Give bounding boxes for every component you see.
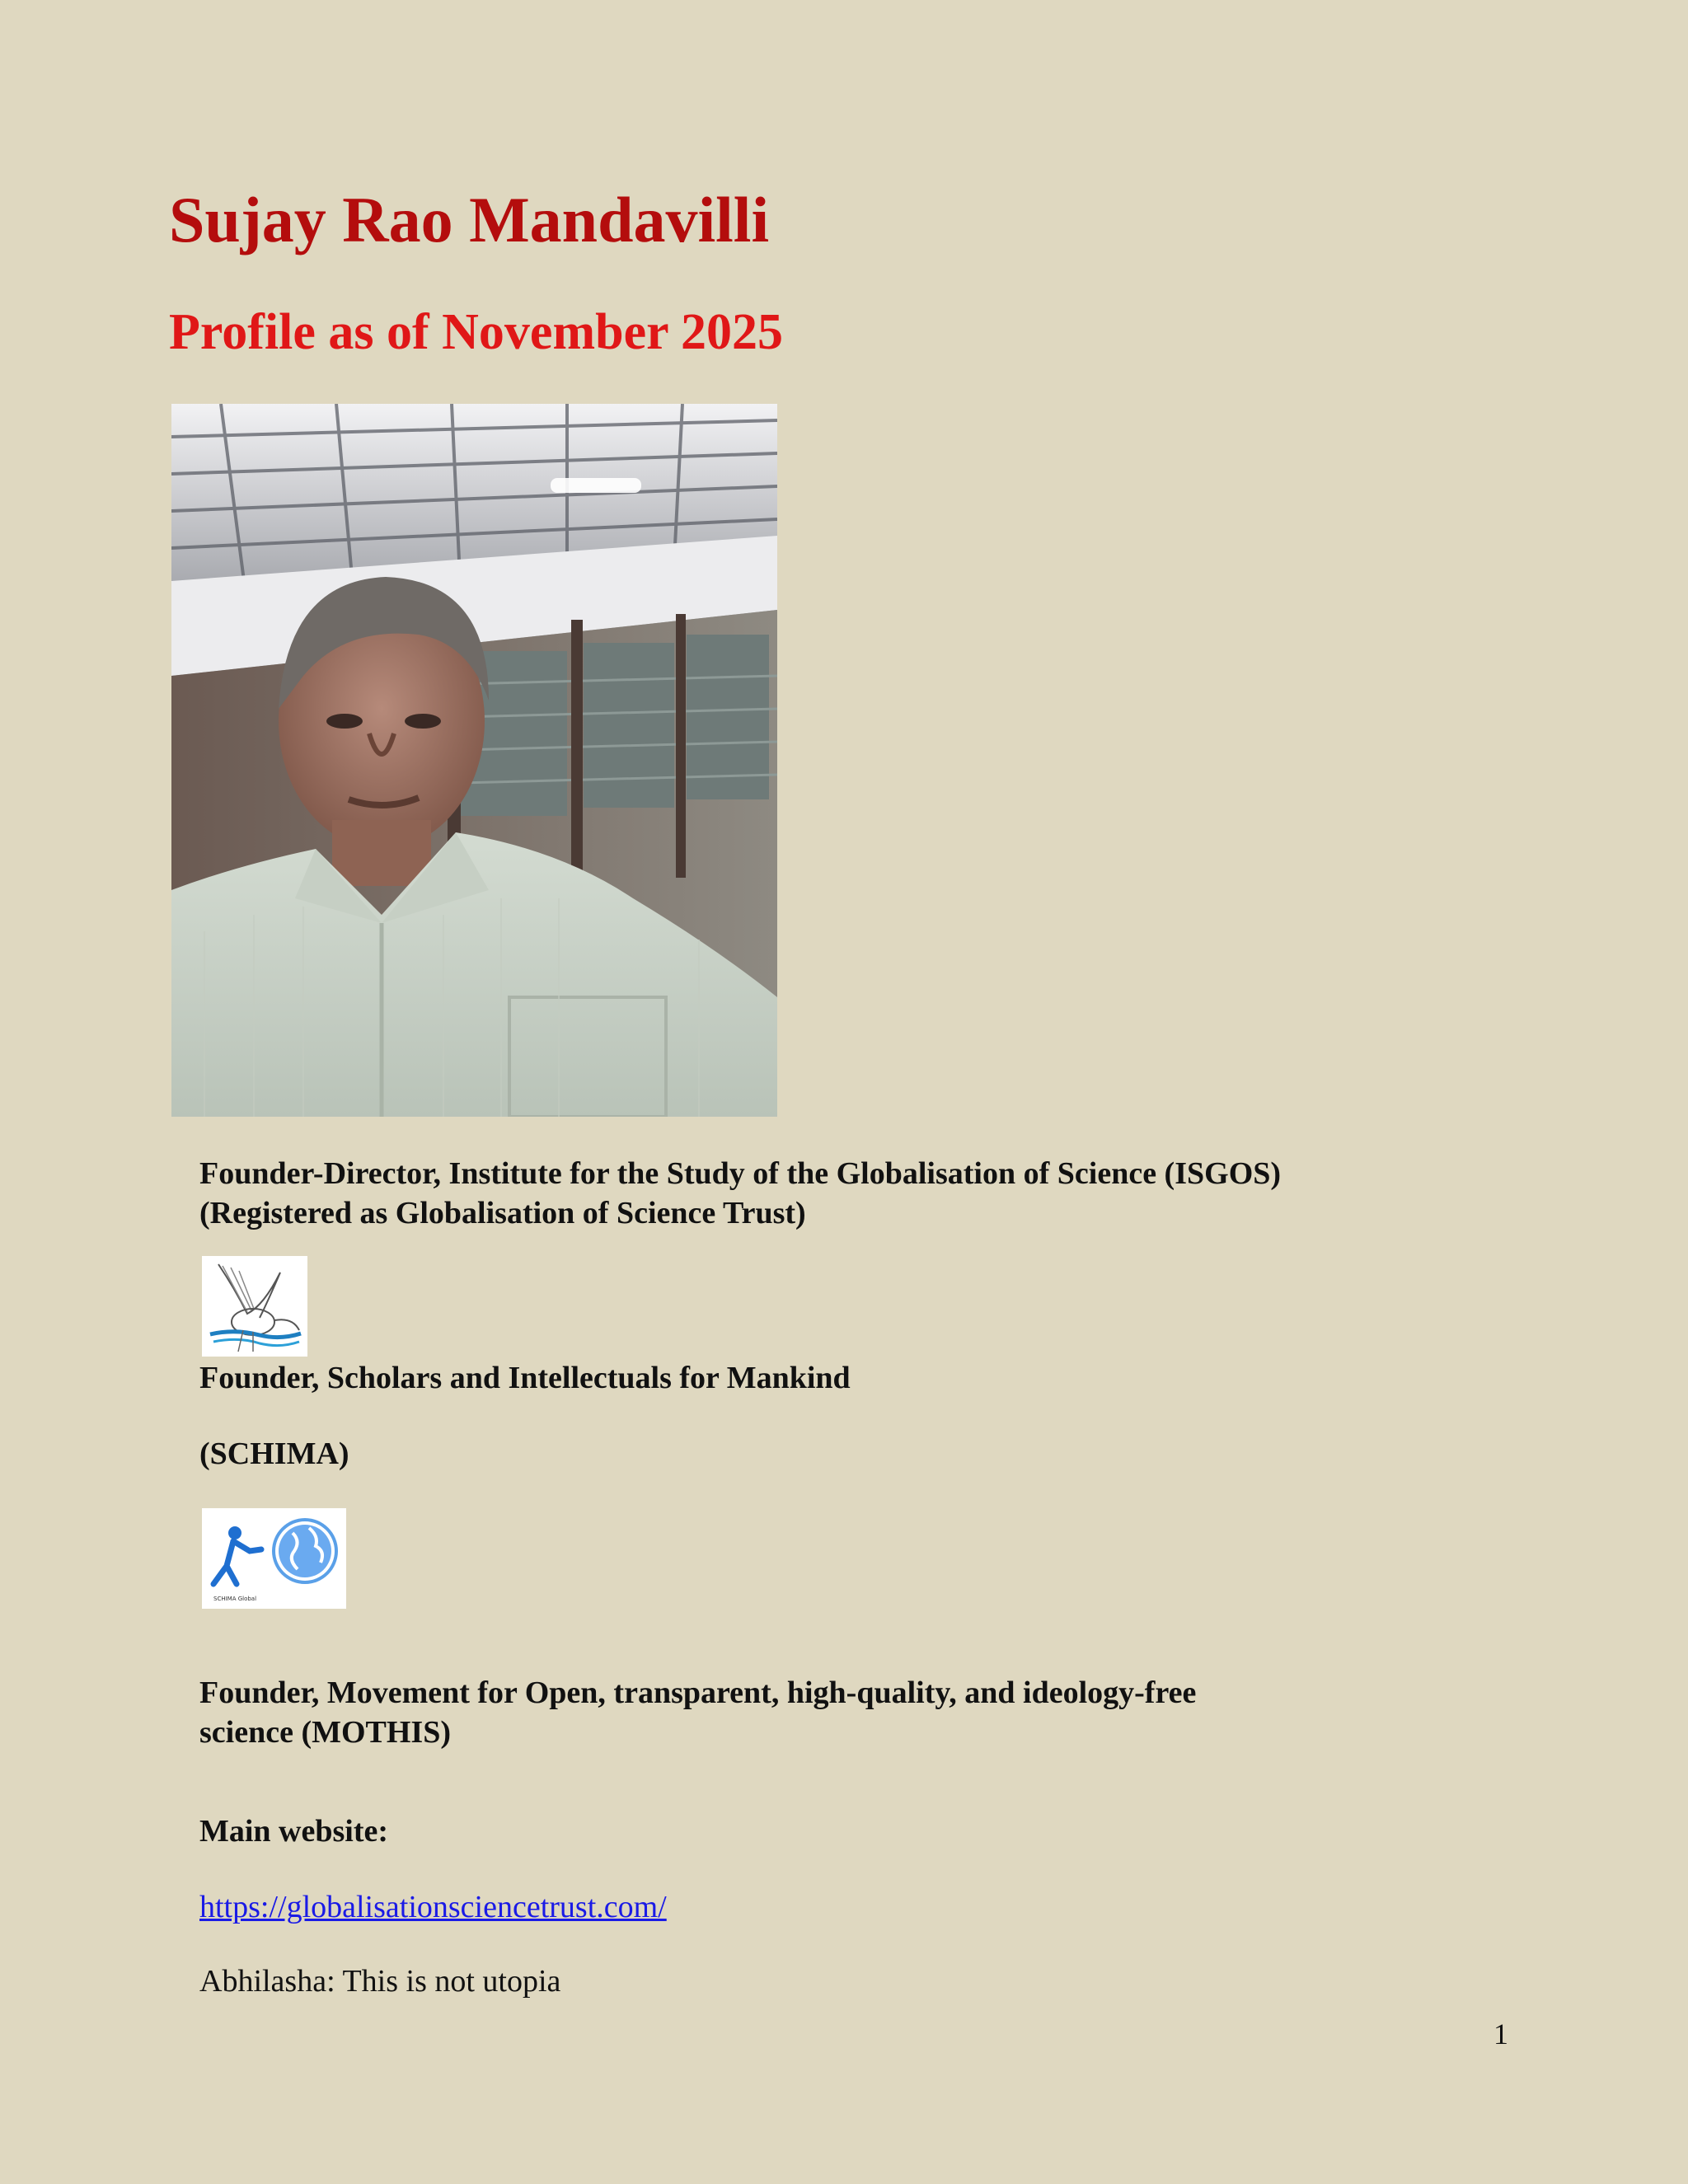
document-subtitle: Profile as of November 2025 <box>169 304 783 360</box>
mothis-role-line-1: Founder, Movement for Open, transparent, high-quality, and ideology-free <box>199 1675 1197 1710</box>
profile-photo <box>171 404 777 1117</box>
isgos-role <box>199 1154 1281 1233</box>
isgos-role-line-1: Founder-Director, Institute for the Study of the Globalisation of Science (ISGOS) <box>199 1156 1282 1191</box>
schima-role <box>199 1358 851 1398</box>
mothis-role <box>199 1673 1196 1752</box>
schima-role-line-1: Founder, Scholars and Intellectuals for Mankind <box>199 1361 851 1395</box>
tagline: Abhilasha: This is not utopia <box>199 1964 561 1999</box>
document-title: Sujay Rao Mandavilli <box>169 184 770 255</box>
page-number: 1 <box>1493 2018 1508 2050</box>
isgos-role-line-2: (Registered as Globalisation of Science Trust) <box>199 1196 806 1230</box>
schima-global-logo <box>202 1508 346 1609</box>
schima-logo-caption: SCHIMA Global <box>213 1596 257 1602</box>
website-link[interactable]: https://globalisationsciencetrust.com/ <box>199 1890 667 1924</box>
mothis-role-line-2: science (MOTHIS) <box>199 1715 452 1750</box>
schima-acronym: (SCHIMA) <box>199 1436 349 1471</box>
isgos-crane-logo <box>202 1256 307 1357</box>
website-label: Main website: <box>199 1814 389 1849</box>
